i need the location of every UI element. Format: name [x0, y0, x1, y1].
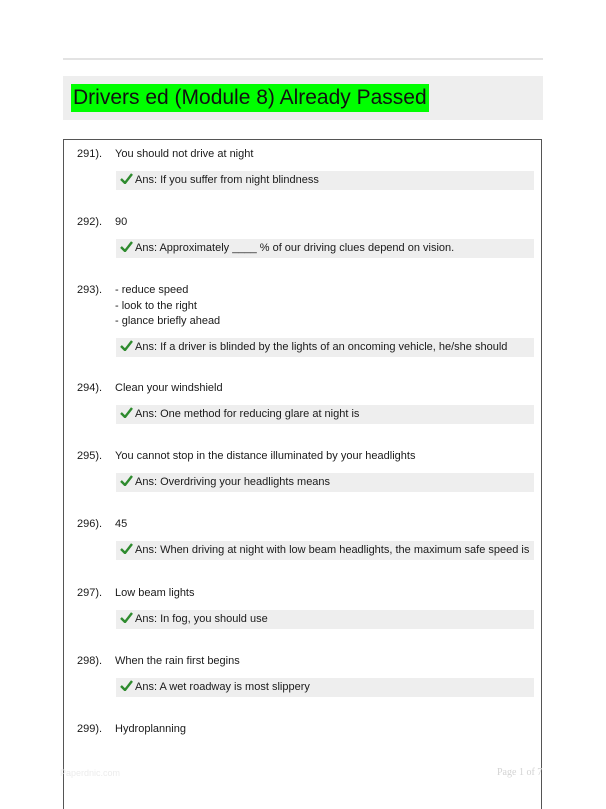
answer-box [116, 171, 534, 190]
question-number: 298). [77, 655, 103, 667]
page-indicator: Page 1 of 7 [497, 767, 543, 778]
answer-box [116, 338, 534, 357]
answer-text: Ans: A wet roadway is most slippery [135, 681, 310, 693]
answer-text: Ans: Overdriving your headlights means [135, 476, 331, 488]
question-number: 293). [77, 284, 103, 296]
question-text: You cannot stop in the distance illuminated by your headlights [115, 450, 416, 462]
answer-box [116, 541, 534, 560]
answer-box [116, 678, 534, 697]
question-text: 90 [115, 216, 128, 228]
check-icon [120, 407, 133, 418]
answer-box [116, 405, 534, 424]
question-text: Clean your windshield [115, 382, 223, 394]
answer-box [116, 610, 534, 629]
check-icon [120, 340, 133, 351]
question-text: Low beam lights [115, 587, 195, 599]
question-number: 296). [77, 518, 103, 530]
answer-text: Ans: One method for reducing glare at night is [135, 408, 360, 420]
title-banner [63, 76, 543, 120]
qa-list [63, 139, 542, 809]
answer-text: Ans: If you suffer from night blindness [135, 174, 319, 186]
question-text: You should not drive at night [115, 148, 254, 160]
question-text: Hydroplanning [115, 723, 186, 735]
question-number: 299). [77, 723, 103, 735]
top-divider [63, 58, 543, 60]
check-icon [120, 680, 133, 691]
footer-watermark: Paperdnic.com [60, 768, 121, 778]
answer-box [116, 239, 534, 258]
check-icon [120, 543, 133, 554]
check-icon [120, 475, 133, 486]
page-title: Drivers ed (Module 8) Already Passed [71, 84, 429, 112]
question-number: 292). [77, 216, 103, 228]
check-icon [120, 173, 133, 184]
question-number: 297). [77, 587, 103, 599]
question-number: 294). [77, 382, 103, 394]
question-text: - reduce speed - look to the right - glance briefly ahead [115, 284, 221, 327]
answer-text: Ans: Approximately ____ % of our driving clues depend on vision. [135, 242, 455, 254]
question-text: 45 [115, 518, 128, 530]
answer-text: Ans: If a driver is blinded by the lights of an oncoming vehicle, he/she should [135, 341, 508, 353]
check-icon [120, 241, 133, 252]
answer-text: Ans: When driving at night with low beam headlights, the maximum safe speed is [135, 544, 530, 556]
question-number: 295). [77, 450, 103, 462]
question-text: When the rain first begins [115, 655, 240, 667]
answer-text: Ans: In fog, you should use [135, 613, 268, 625]
answer-box [116, 473, 534, 492]
check-icon [120, 612, 133, 623]
question-number: 291). [77, 148, 103, 160]
